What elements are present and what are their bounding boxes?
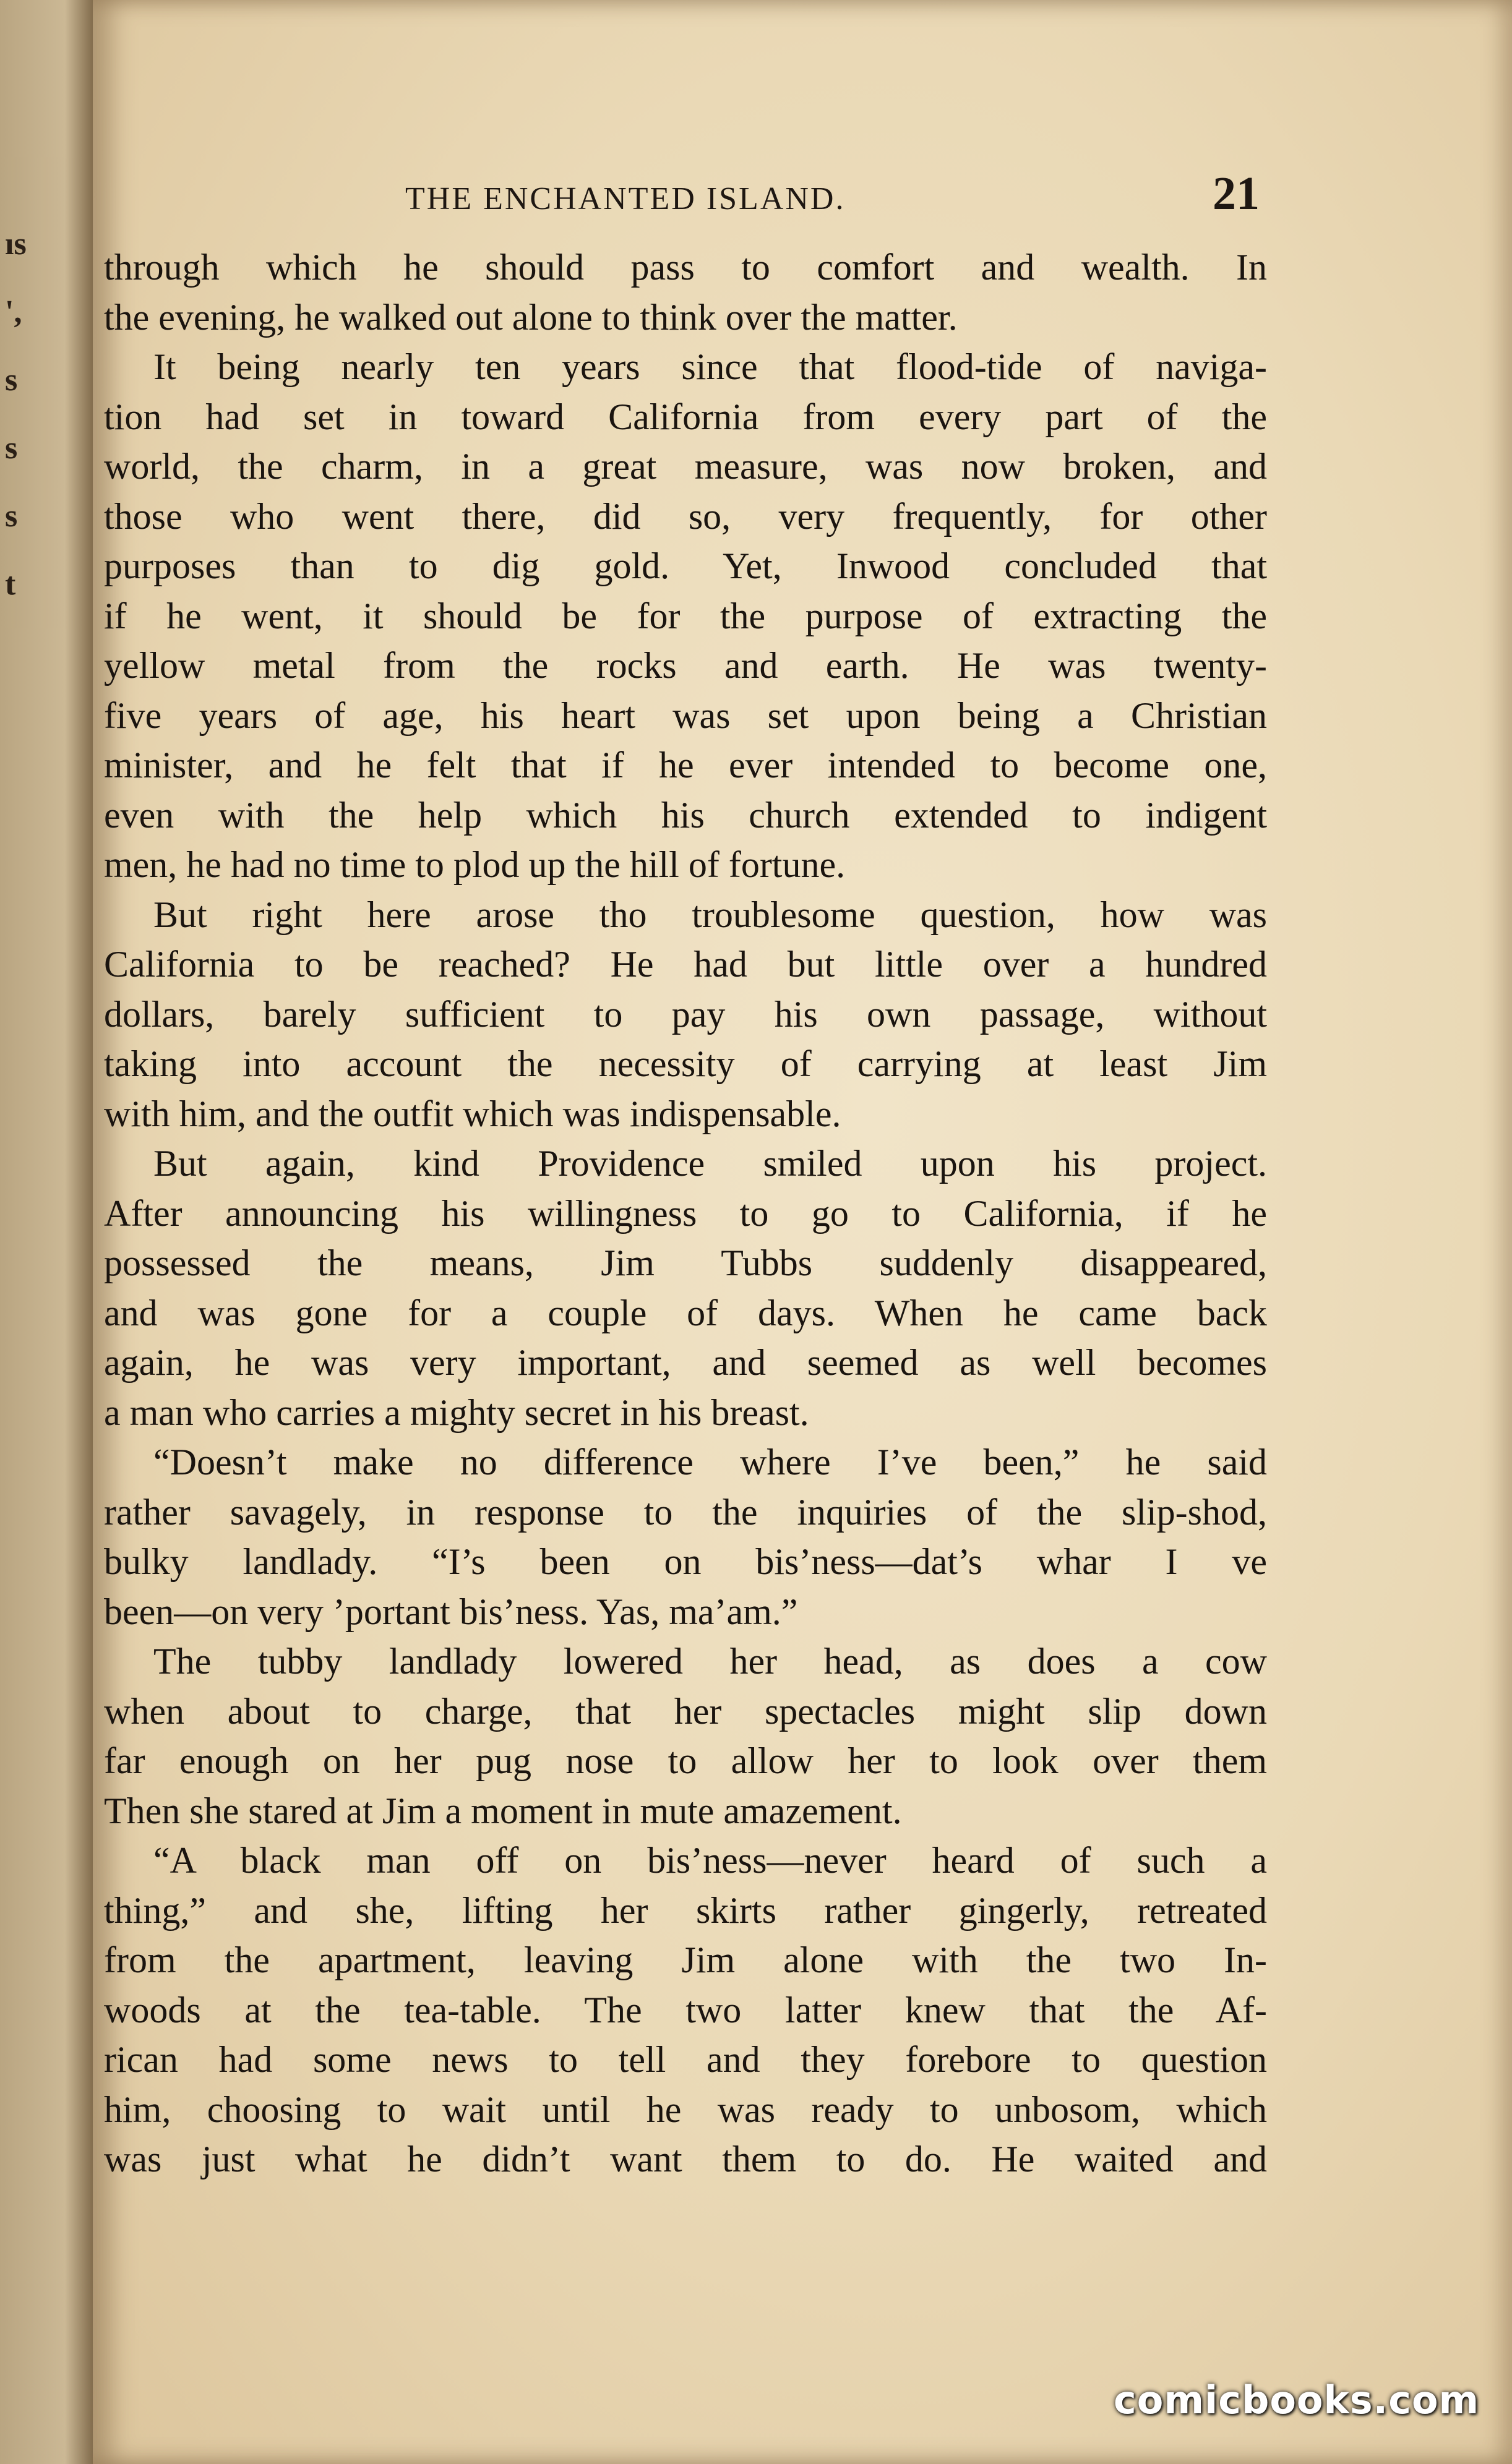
text-line: again, he was very important, and seemed as well becomes <box>104 1342 1267 1383</box>
text-line: men, he had no time to plod up the hill of fortune. <box>104 844 846 885</box>
text-line: Then she stared at Jim a moment in mute amazement. <box>104 1790 902 1831</box>
text-line: thing,” and she, lifting her skirts rather gingerly, retreated <box>104 1889 1267 1931</box>
text-line: bulky landlady. “I’s been on bis’ness—dat’s whar I ve <box>104 1541 1267 1582</box>
text-line: was just what he didn’t want them to do. He waited and <box>104 2139 1267 2180</box>
page-number: 21 <box>1213 168 1260 220</box>
text-line: yellow metal from the rocks and earth. He was twenty- <box>104 645 1267 686</box>
text-line: woods at the tea-table. The two latter knew that the Af- <box>104 1989 1267 2030</box>
previous-page-mark: t <box>5 567 16 602</box>
text-line: and was gone for a couple of days. When he came back <box>104 1292 1267 1333</box>
text-line: even with the help which his church extended to indigent <box>104 794 1267 836</box>
text-line: taking into account the necessity of carrying at least Jim <box>104 1043 1267 1084</box>
text-line: five years of age, his heart was set upon being a Christian <box>104 695 1267 736</box>
previous-page-mark: s <box>5 430 18 466</box>
text-line: tion had set in toward California from every part of the <box>104 396 1267 437</box>
text-line: But right here arose tho troublesome question, how was <box>153 894 1267 935</box>
text-line: him, choosing to wait until he was ready to unbosom, which <box>104 2089 1267 2130</box>
text-line: when about to charge, that her spectacles might slip down <box>104 1690 1267 1732</box>
text-line: It being nearly ten years since that flood-tide of naviga- <box>153 346 1267 387</box>
text-line: After announcing his willingness to go to California, if he <box>104 1192 1267 1234</box>
previous-page-edge <box>0 0 93 2464</box>
text-line: those who went there, did so, very frequently, for other <box>104 495 1267 537</box>
text-line: rather savagely, in response to the inquiries of the slip-shod, <box>104 1491 1267 1533</box>
text-line: “A black man off on bis’ness—never heard of such a <box>153 1840 1267 1881</box>
body-text <box>104 242 1267 2184</box>
running-head <box>93 167 1512 229</box>
text-line: with him, and the outfit which was indispensable. <box>104 1093 841 1134</box>
text-line: rican had some news to tell and they forebore to question <box>104 2039 1267 2080</box>
text-line: far enough on her pug nose to allow her to look over them <box>104 1740 1267 1781</box>
previous-page-mark: ', <box>5 294 22 330</box>
site-watermark: comicbooks.com <box>1114 2377 1480 2423</box>
text-line: if he went, it should be for the purpose of extracting the <box>104 595 1267 636</box>
text-line: But again, kind Providence smiled upon his project. <box>153 1143 1267 1184</box>
text-line: from the apartment, leaving Jim alone with the two In- <box>104 1940 1267 1980</box>
text-line: purposes than to dig gold. Yet, Inwood concluded that <box>104 545 1267 586</box>
text-line: through which he should pass to comfort and wealth. In <box>104 247 1267 288</box>
text-line: minister, and he felt that if he ever intended to become one, <box>104 745 1267 785</box>
text-line: world, the charm, in a great measure, was now broken, and <box>104 446 1267 487</box>
text-line: California to be reached? He had but little over a hundred <box>104 944 1267 985</box>
text-line: a man who carries a mighty secret in his breast. <box>104 1392 809 1433</box>
text-line: possessed the means, Jim Tubbs suddenly disappeared, <box>104 1243 1267 1283</box>
text-line: dollars, barely sufficient to pay his own passage, without <box>104 993 1267 1035</box>
text-line: been—on very ’portant bis’ness. Yas, ma’am.” <box>104 1591 798 1632</box>
text-line: “Doesn’t make no difference where I’ve been,” he said <box>153 1442 1267 1482</box>
previous-page-mark: s <box>5 498 18 534</box>
book-page <box>93 0 1512 2464</box>
previous-page-mark: ıs <box>5 226 27 262</box>
running-head-title: THE ENCHANTED ISLAND. <box>405 181 846 216</box>
previous-page-marks <box>5 210 30 618</box>
previous-page-mark: s <box>5 362 18 398</box>
text-line: the evening, he walked out alone to think over the matter. <box>104 296 958 338</box>
text-line: The tubby landlady lowered her head, as does a cow <box>153 1641 1267 1682</box>
